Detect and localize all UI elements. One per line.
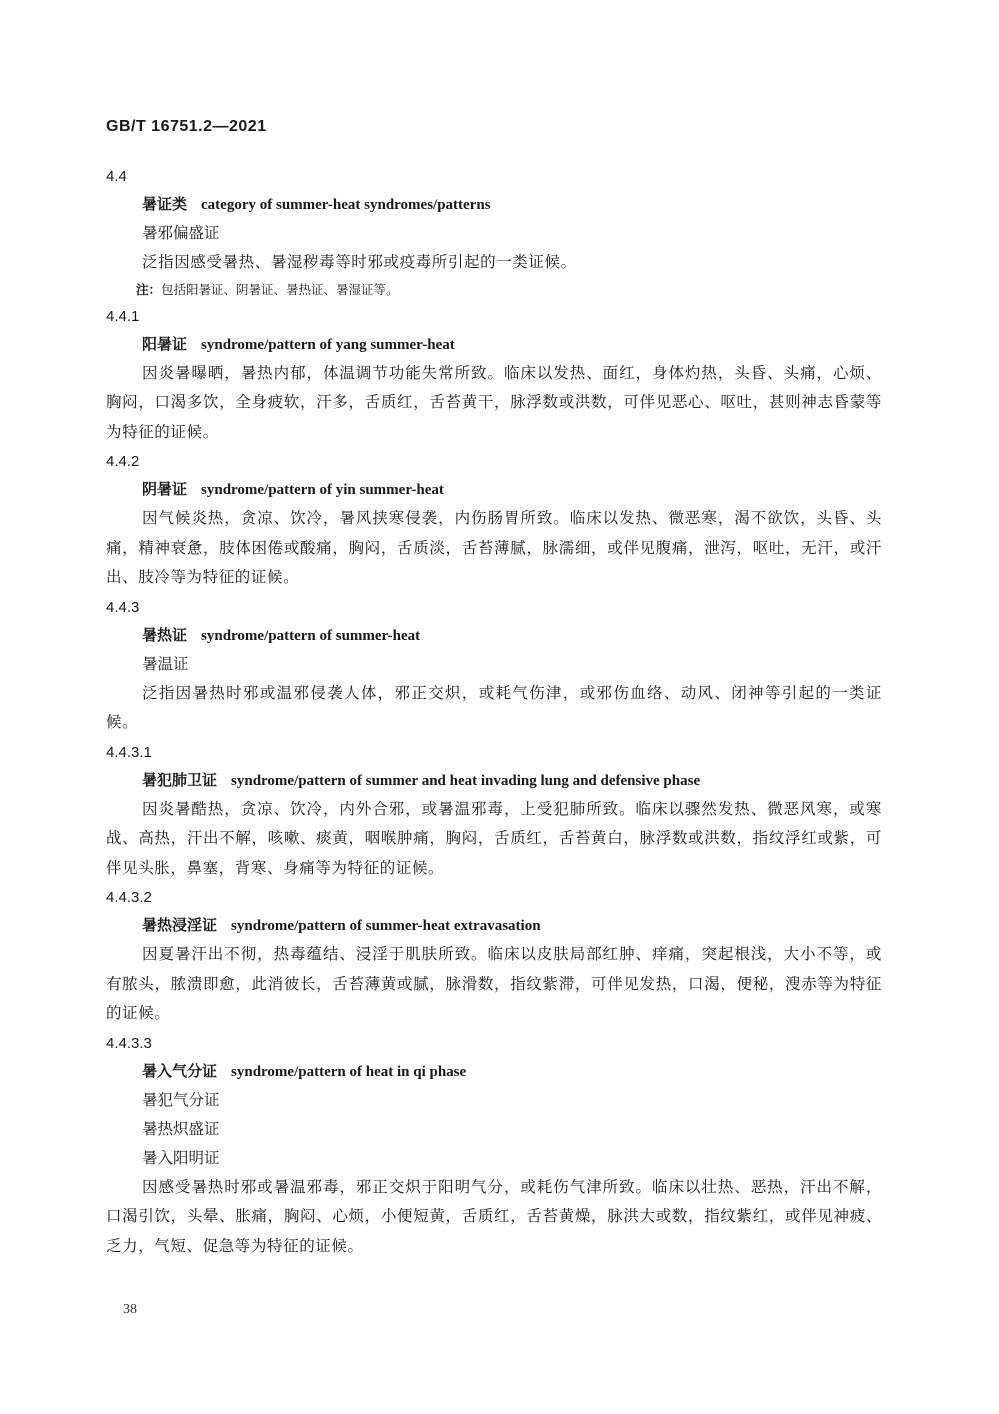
definition: 泛指因感受暑热、暑湿秽毒等时邪或疫毒所引起的一类证候。 (142, 253, 577, 271)
term-heading (106, 911, 882, 940)
entry-number: 4.4.3.1 (106, 743, 152, 761)
entries-container (106, 162, 882, 1261)
standard-code: GB/T 16751.2—2021 (106, 118, 267, 135)
term-chinese: 暑入气分证 (142, 1061, 218, 1080)
note (106, 278, 882, 302)
synonym: 暑邪偏盛证 (142, 224, 220, 242)
term-english: syndrome/pattern of summer and heat invading lung and defensive phase (231, 772, 701, 789)
entry-4-4-1 (106, 304, 882, 448)
entry-number: 4.4 (106, 168, 127, 185)
term-heading (106, 475, 882, 504)
term-chinese: 暑证类 (142, 195, 188, 213)
term-heading (106, 621, 882, 650)
term-english: syndrome/pattern of summer-heat (201, 627, 421, 644)
term-chinese: 暑热浸淫证 (142, 916, 218, 934)
synonym: 暑温证 (142, 654, 189, 673)
entry-number: 4.4.3 (106, 598, 140, 616)
entry-number: 4.4.1 (106, 307, 140, 325)
entry-4-4-3-1 (106, 740, 882, 884)
definition: 因气候炎热，贪凉、饮冷，暑风挟寒侵袭，内伤肠胃所致。临床以发热、微恶寒，渴不欲饮，头昏、头痛，精神衰惫，肢体困倦或酸痛，胸闷，舌质淡，舌苔薄腻，脉濡细，或伴见腹痛，泄泻，呕吐，无汗，或汗出、肢冷等为特征的证候。 (106, 509, 882, 586)
note-text: 包括阳暑证、阴暑证、暑热证、暑湿证等。 (161, 281, 399, 297)
entry-number: 4.4.3.3 (106, 1034, 152, 1052)
term-english: syndrome/pattern of heat in qi phase (231, 1063, 467, 1080)
entry-4-4-2 (106, 449, 882, 593)
term-chinese: 阳暑证 (142, 334, 188, 353)
term-heading (106, 1057, 882, 1086)
definition: 泛指因暑热时邪或温邪侵袭人体，邪正交炽，或耗气伤津，或邪伤血络、动风、闭神等引起的一类证候。 (106, 683, 882, 731)
definition: 因炎暑酷热，贪凉、饮冷，内外合邪，或暑温邪毒，上受犯肺所致。临床以骤然发热、微恶风寒，或寒战、高热，汗出不解，咳嗽、痰黄，咽喉肿痛，胸闷，舌质红，舌苔黄白，脉浮数或洪数，指纹浮红或紫，可伴见头胀，鼻塞，背寒、身痛等为特征的证候。 (106, 799, 882, 877)
synonym: 暑入阳明证 (142, 1148, 220, 1167)
definition: 因炎暑曝晒，暑热内郁，体温调节功能失常所致。临床以发热、面红，身体灼热，头昏、头痛，心烦、胸闷，口渴多饮，全身疲软，汗多，舌质红，舌苔黄干，脉浮数或洪数，可伴见恶心、呕吐，甚则神志昏蒙等为特征的证候。 (106, 363, 882, 441)
entry-number: 4.4.3.2 (106, 889, 152, 906)
entry-number: 4.4.2 (106, 453, 140, 470)
term-english: syndrome/pattern of summer-heat extravasation (231, 918, 541, 934)
term-english: syndrome/pattern of yin summer-heat (201, 482, 444, 498)
entry-4-4-3 (106, 595, 882, 738)
definition: 因感受暑热时邪或暑温邪毒，邪正交炽于阳明气分，或耗伤气津所致。临床以壮热、恶热，汗出不解，口渴引饮，头晕、胀痛，胸闷、心烦，小便短黄，舌质红，舌苔黄燥，脉洪大或数，指纹紫红，或伴见神疲、乏力，气短、促急等为特征的证候。 (106, 1177, 882, 1255)
term-chinese: 暑热证 (142, 625, 188, 644)
term-chinese: 暑犯肺卫证 (142, 770, 218, 789)
entry-4-4 (106, 164, 882, 302)
note-label: 注： (136, 281, 162, 297)
synonym: 暑热炽盛证 (142, 1119, 220, 1138)
synonym: 暑犯气分证 (142, 1090, 220, 1109)
term-heading (106, 766, 882, 795)
term-heading (106, 330, 882, 359)
entry-4-4-3-2 (106, 885, 882, 1029)
term-english: syndrome/pattern of yang summer-heat (201, 336, 455, 353)
term-chinese: 阴暑证 (142, 480, 188, 498)
term-english: category of summer-heat syndromes/patterns (201, 197, 491, 213)
term-heading (106, 190, 882, 219)
page-number: 38 (123, 1302, 137, 1317)
definition: 因夏暑汗出不彻，热毒蕴结、浸淫于肌肤所致。临床以皮肤局部红肿、痒痛，突起根浅，大小不等，或有脓头，脓溃即愈，此消彼长，舌苔薄黄或腻，脉滑数，指纹紫滞，可伴见发热，口渴，便秘，溲赤等为特征的证候。 (106, 945, 882, 1022)
entry-4-4-3-3 (106, 1031, 882, 1262)
